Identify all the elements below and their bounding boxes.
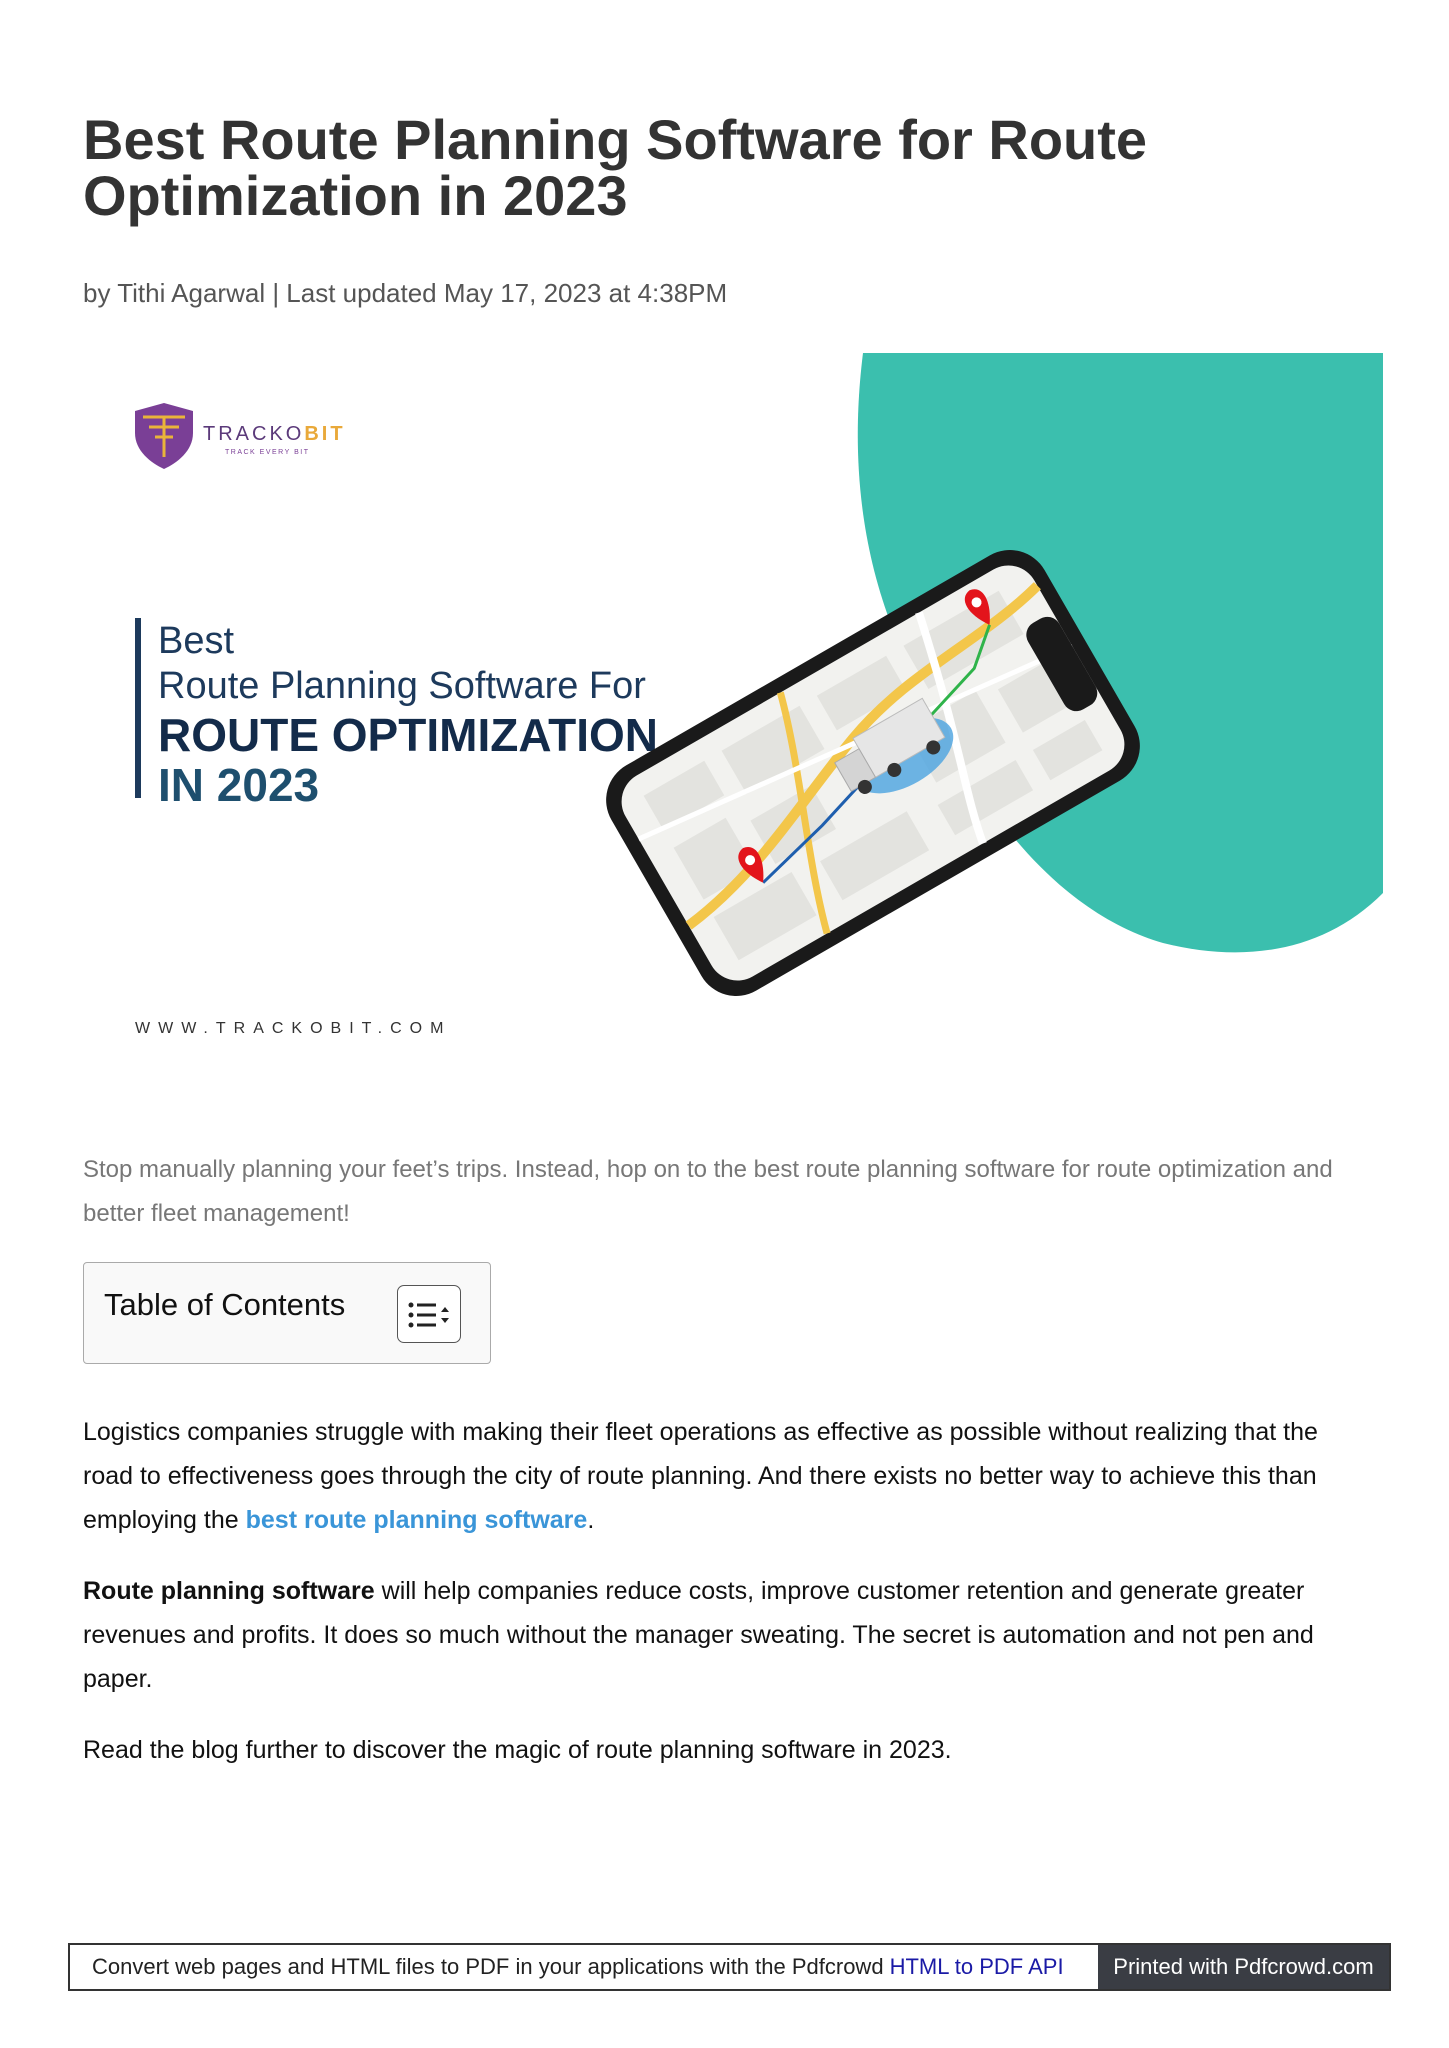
svg-text:TRACKOBIT (203, 423, 346, 445)
table-of-contents (83, 1262, 491, 1364)
logo-text-b: BIT (304, 423, 346, 445)
hero-website: WWW.TRACKOBIT.COM (135, 1020, 452, 1037)
hero-headline-line3: ROUTE OPTIMIZATION (158, 709, 659, 761)
p2-text: will help companies reduce costs, improve customer retention and generate greater revenues and profits. It does so much without the manager sweating. The secret is automation and not pen and paper. (83, 1577, 1314, 1693)
trackobit-logo (135, 403, 346, 469)
page-title: Best Route Planning Software for Route Optimization in 2023 (83, 108, 1148, 227)
route-planning-software-link[interactable]: best route planning software (245, 1506, 588, 1534)
p2-bold: Route planning software (83, 1577, 375, 1605)
logo-tagline: TRACK EVERY BIT (225, 449, 310, 456)
hero-image (83, 353, 1383, 1093)
hero-headline-line1: Best (158, 620, 235, 662)
intro-text: Stop manually planning your feet’s trips. Instead, hop on to the best route planning software for route optimization and better fleet management! (83, 1156, 1333, 1227)
body-paragraph-3: Read the blog further to discover the magic of route planning software in 2023. (83, 1736, 952, 1764)
body-paragraph-1 (83, 1410, 1363, 1542)
footer-left-text: Convert web pages and HTML files to PDF in your applications with the Pdfcrowd (92, 1954, 884, 1979)
list-toggle-icon (408, 1300, 452, 1330)
hero-headline-line4: IN 2023 (158, 759, 320, 811)
body-paragraph-2 (83, 1569, 1363, 1701)
printed-with-pdfcrowd-link[interactable]: Printed with Pdfcrowd.com (1098, 1945, 1389, 1989)
p1-end: . (587, 1506, 595, 1534)
headline-accent-bar (135, 618, 141, 798)
logo-text-a: TRACKO (203, 423, 305, 445)
article-byline: by Tithi Agarwal | Last updated May 17, 2023 at 4:38PM (83, 278, 728, 308)
toc-toggle-button[interactable] (397, 1285, 461, 1343)
hero-headline-line2: Route Planning Software For (158, 665, 646, 707)
p1-text: Logistics companies struggle with making their fleet operations as effective as possible without realizing that the road to effectiveness goes through the city of route planning. And there exists no better way to achieve this than employing the (83, 1418, 1318, 1534)
footer-left (70, 1945, 1098, 1989)
html-to-pdf-api-link[interactable]: HTML to PDF API (889, 1954, 1064, 1979)
pdfcrowd-footer (68, 1943, 1391, 1991)
toc-title: Table of Contents (104, 1287, 346, 1322)
